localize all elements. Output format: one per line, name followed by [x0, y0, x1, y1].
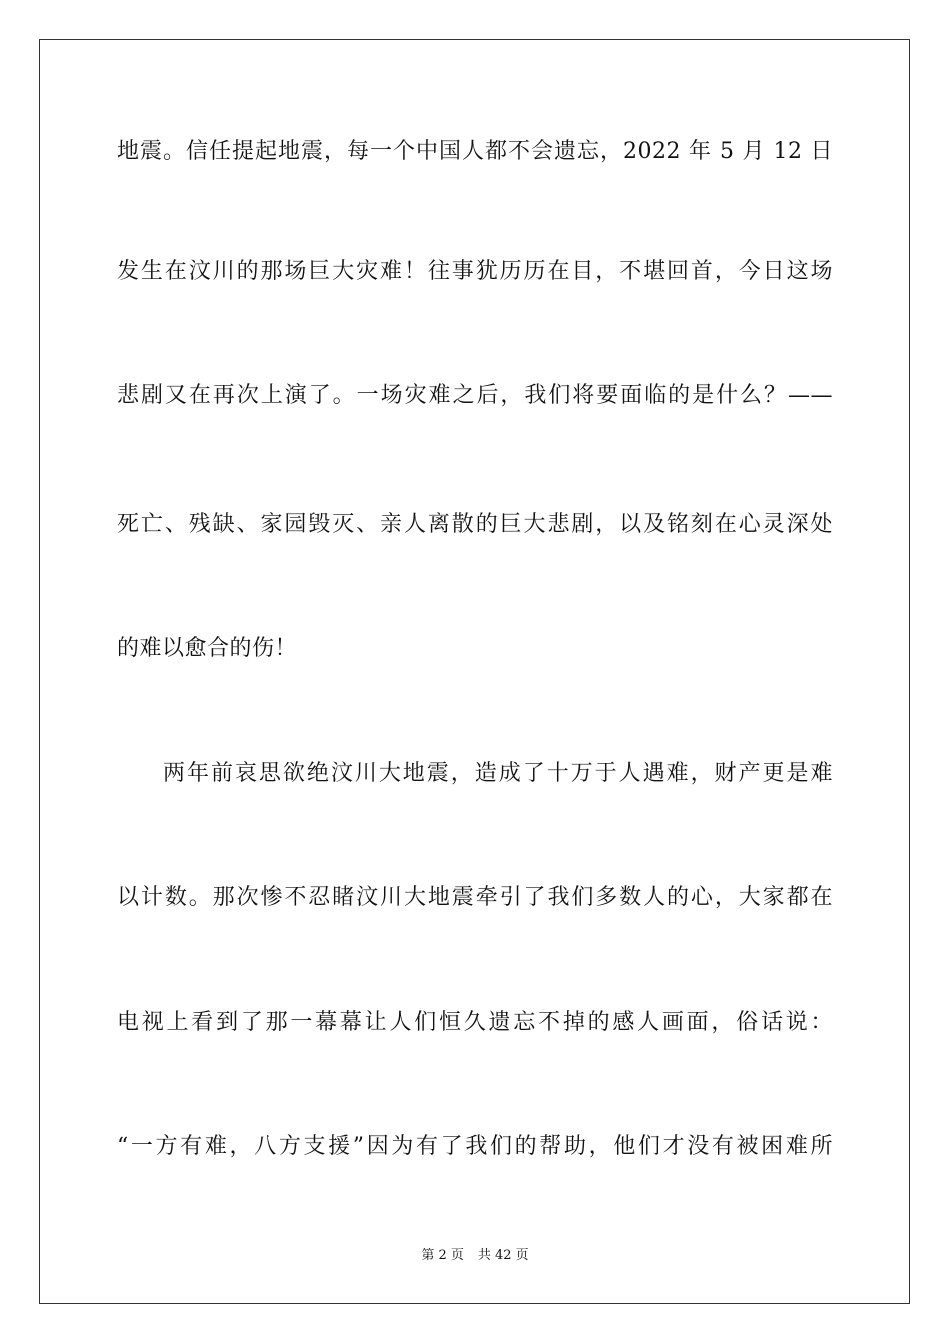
page-footer	[0, 1248, 950, 1264]
body-text-line: 地震。信任提起地震，每一个中国人都不会遗忘，2022 年 5 月 12 日	[117, 139, 833, 164]
body-text-line: 悲剧又在再次上演了。一场灾难之后，我们将要面临的是什么？——	[117, 383, 833, 408]
body-text-line: 电视上看到了那一幕幕让人们恒久遗忘不掉的感人画面，俗话说：	[117, 1010, 833, 1035]
page-number: 第 2 页	[421, 1248, 464, 1263]
page-frame	[39, 39, 910, 1304]
body-text-line: 以计数。那次惨不忍睹汶川大地震牵引了我们多数人的心，大家都在	[117, 885, 833, 910]
page-total: 共 42 页	[477, 1248, 529, 1263]
body-text-line: 的难以愈合的伤！	[117, 636, 298, 661]
paragraph-first-line: 两年前哀思欲绝汶川大地震，造成了十万于人遇难，财产更是难	[163, 761, 833, 786]
body-text-line: 发生在汶川的那场巨大灾难！往事犹历历在目，不堪回首，今日这场	[117, 259, 833, 284]
body-text-line: “一方有难，八方支援”因为有了我们的帮助，他们才没有被困难所	[117, 1134, 833, 1159]
body-text-line: 死亡、残缺、家园毁灭、亲人离散的巨大悲剧，以及铭刻在心灵深处	[117, 512, 833, 537]
